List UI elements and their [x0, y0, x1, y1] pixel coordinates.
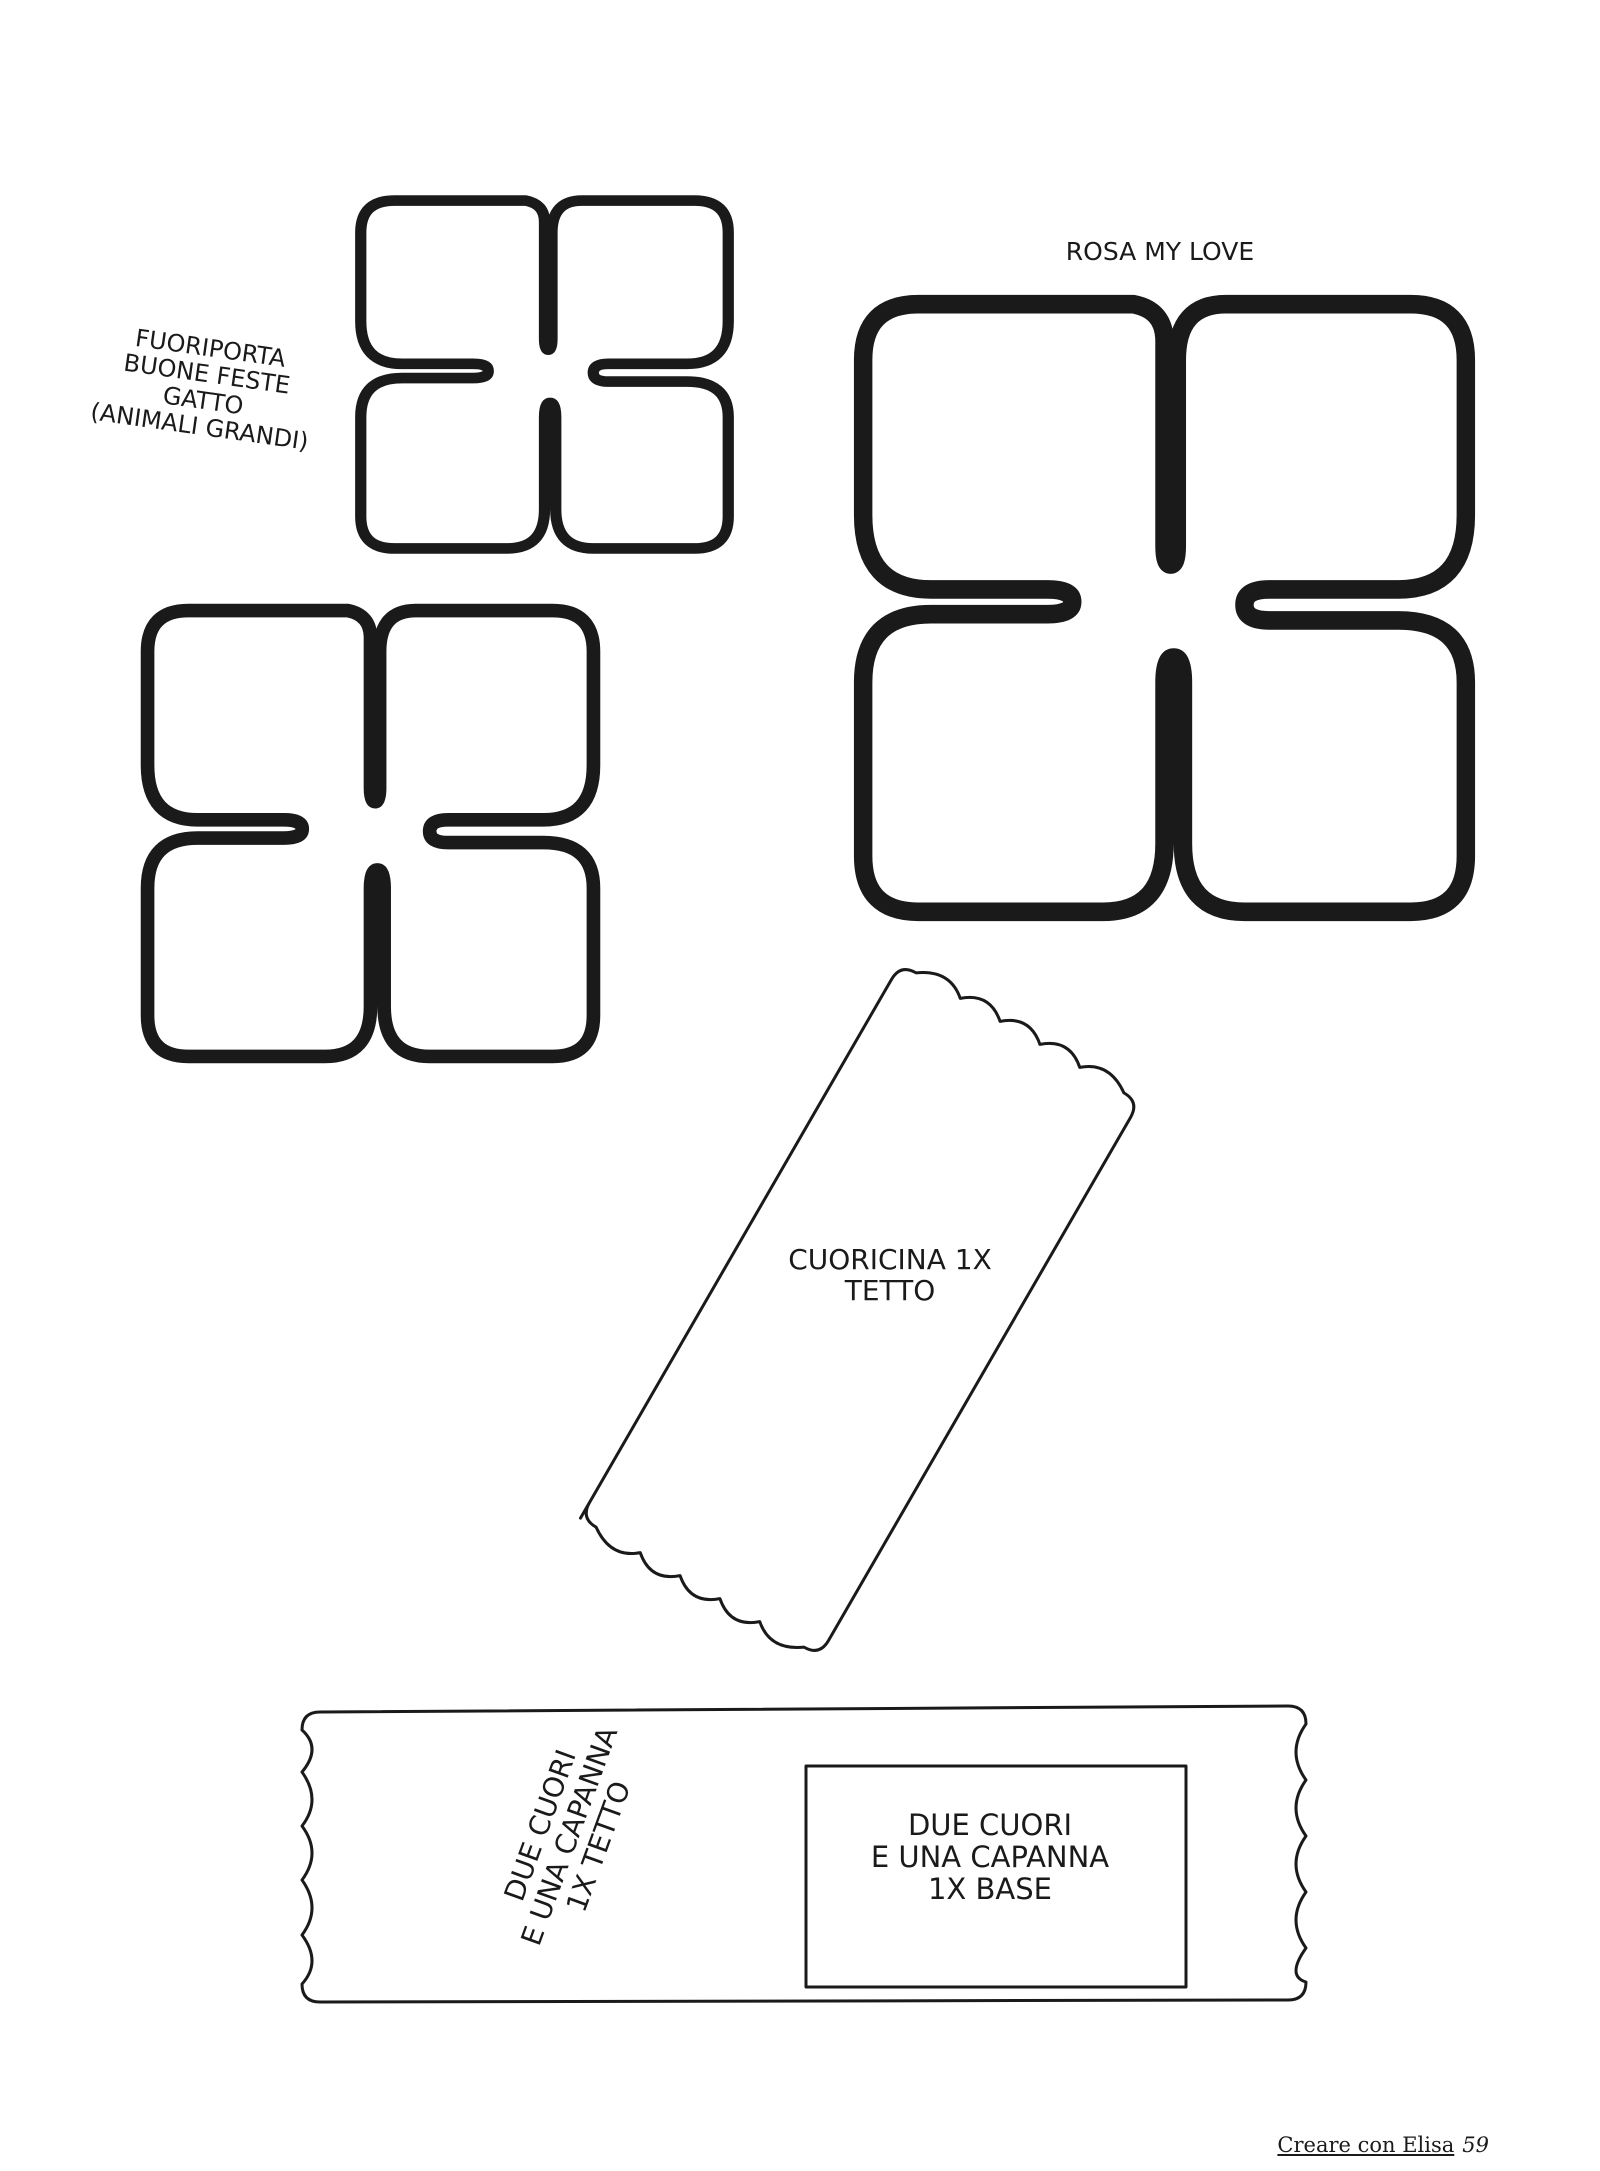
- rosa-my-love-label: ROSA MY LOVE: [1065, 237, 1255, 266]
- capanna-tetto-label: DUE CUORI E UNA CAPANNA 1X TETTO: [497, 1722, 637, 1950]
- flower-template-large: [863, 304, 1466, 912]
- page-footer: [1277, 2133, 1489, 2157]
- footer-brand: Creare con Elisa: [1277, 2133, 1455, 2157]
- cuoricina-tetto-label: CUORICINA 1X TETTO: [788, 1243, 992, 1307]
- capanna-base-label: DUE CUORI E UNA CAPANNA 1X BASE: [870, 1808, 1110, 1906]
- fuoriporta-label: FUORIPORTA BUONE FESTE GATTO (ANIMALI GRANDI): [88, 323, 311, 456]
- page-number: 59: [1462, 2133, 1489, 2157]
- flower-template-small-top: [361, 201, 729, 549]
- flower-template-small-bottom: [148, 611, 594, 1057]
- cuoricina-roof-template: [575, 955, 1144, 1665]
